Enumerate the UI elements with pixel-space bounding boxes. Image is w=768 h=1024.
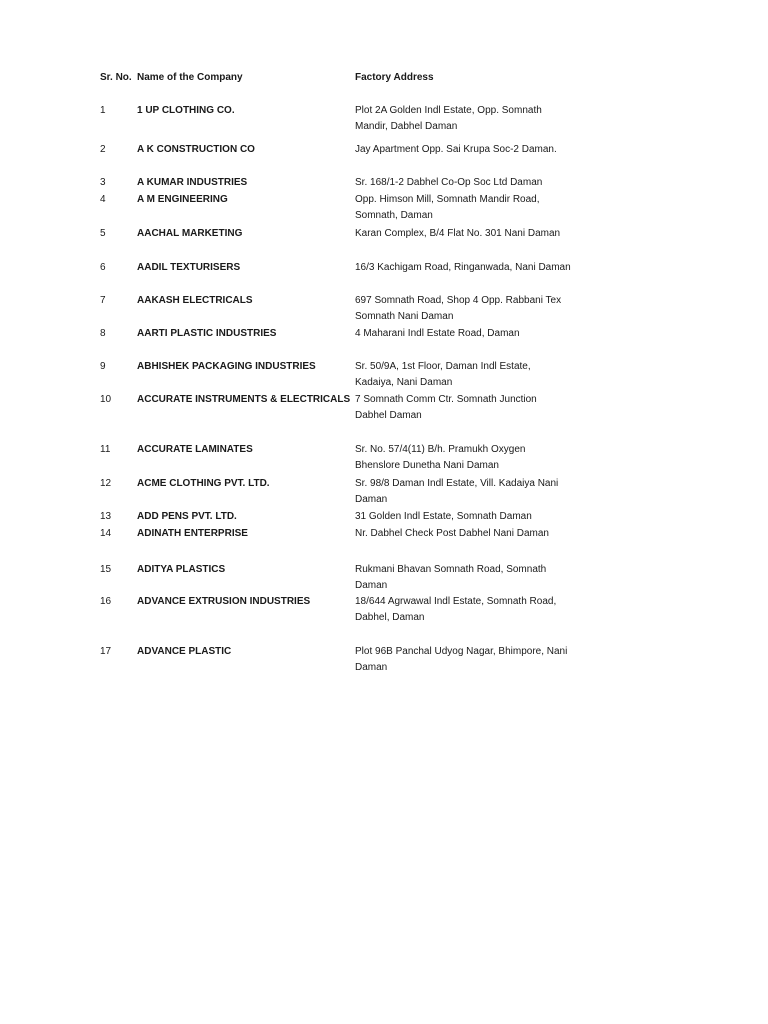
row-sr-no: 8	[100, 328, 106, 339]
row-factory-address	[355, 226, 580, 242]
row-sr-no: 16	[100, 596, 112, 607]
address-line: Bhenslore Dunetha Nani Daman	[355, 460, 499, 471]
address-line: 18/644 Agrwawal Indl Estate, Somnath Road,	[355, 596, 557, 607]
row-sr-no: 12	[100, 478, 112, 489]
row-sr-no: 7	[100, 295, 106, 306]
address-line: Daman	[355, 580, 388, 591]
row-sr-no: 10	[100, 394, 112, 405]
row-sr-no: 17	[100, 646, 112, 657]
row-sr-no: 11	[100, 444, 111, 455]
row-sr-no: 2	[100, 144, 106, 155]
address-line: Rukmani Bhavan Somnath Road, Somnath	[355, 564, 547, 575]
address-line: Sr. 50/9A, 1st Floor, Daman Indl Estate,	[355, 361, 531, 372]
row-sr-no: 4	[100, 194, 106, 205]
address-line: 4 Maharani Indl Estate Road, Daman	[355, 328, 520, 339]
row-company-name: ADVANCE EXTRUSION INDUSTRIES	[137, 596, 311, 607]
address-line: Somnath, Daman	[355, 210, 433, 221]
address-line: Plot 2A Golden Indl Estate, Opp. Somnath	[355, 105, 542, 116]
address-line: Daman	[355, 494, 388, 505]
row-factory-address	[355, 175, 580, 191]
row-sr-no: 14	[100, 528, 112, 539]
row-factory-address	[355, 359, 580, 391]
address-line: Sr. 168/1-2 Dabhel Co-Op Soc Ltd Daman	[355, 177, 543, 188]
row-factory-address	[355, 103, 580, 135]
row-factory-address	[355, 644, 580, 676]
address-line: Nr. Dabhel Check Post Dabhel Nani Daman	[355, 528, 549, 539]
row-company-name: ABHISHEK PACKAGING INDUSTRIES	[137, 361, 316, 372]
address-line: Sr. No. 57/4(11) B/h. Pramukh Oxygen	[355, 444, 526, 455]
row-factory-address	[355, 293, 580, 325]
row-factory-address	[355, 509, 580, 525]
row-sr-no: 9	[100, 361, 106, 372]
row-company-name: ADVANCE PLASTIC	[137, 646, 232, 657]
address-line: Karan Complex, B/4 Flat No. 301 Nani Daman	[355, 228, 561, 239]
row-company-name: AAKASH ELECTRICALS	[137, 295, 253, 306]
row-company-name: ADINATH ENTERPRISE	[137, 528, 248, 539]
row-sr-no: 13	[100, 511, 112, 522]
row-factory-address	[355, 326, 580, 342]
address-line: 697 Somnath Road, Shop 4 Opp. Rabbani Tex	[355, 295, 562, 306]
row-factory-address	[355, 260, 580, 276]
row-sr-no: 3	[100, 177, 106, 188]
row-company-name: ACCURATE LAMINATES	[137, 444, 253, 455]
address-line: Kadaiya, Nani Daman	[355, 377, 453, 388]
address-line: 7 Somnath Comm Ctr. Somnath Junction	[355, 394, 537, 405]
row-factory-address	[355, 442, 580, 474]
row-company-name: A M ENGINEERING	[137, 194, 228, 205]
address-line: 16/3 Kachigam Road, Ringanwada, Nani Daman	[355, 262, 571, 273]
row-company-name: ACCURATE INSTRUMENTS & ELECTRICALS	[137, 394, 351, 405]
row-factory-address	[355, 142, 580, 158]
address-line: Jay Apartment Opp. Sai Krupa Soc-2 Daman.	[355, 144, 557, 155]
address-line: 31 Golden Indl Estate, Somnath Daman	[355, 511, 532, 522]
address-line: Mandir, Dabhel Daman	[355, 121, 458, 132]
address-line: Dabhel, Daman	[355, 612, 425, 623]
row-company-name: ADITYA PLASTICS	[137, 564, 226, 575]
row-company-name: 1 UP CLOTHING CO.	[137, 105, 235, 116]
row-factory-address	[355, 392, 580, 424]
address-line: Dabhel Daman	[355, 410, 422, 421]
row-company-name: ADD PENS PVT. LTD.	[137, 511, 237, 522]
row-company-name: AADIL TEXTURISERS	[137, 262, 241, 273]
row-factory-address	[355, 476, 580, 508]
row-company-name: AARTI PLASTIC INDUSTRIES	[137, 328, 277, 339]
address-line: Opp. Himson Mill, Somnath Mandir Road,	[355, 194, 540, 205]
header-company-name: Name of the Company	[137, 72, 243, 83]
row-sr-no: 15	[100, 564, 112, 575]
row-factory-address	[355, 192, 580, 224]
row-factory-address	[355, 594, 580, 626]
address-line: Sr. 98/8 Daman Indl Estate, Vill. Kadaiya Nani	[355, 478, 559, 489]
row-factory-address	[355, 562, 580, 594]
address-line: Plot 96B Panchal Udyog Nagar, Bhimpore, Nani	[355, 646, 568, 657]
row-company-name: A K CONSTRUCTION CO	[137, 144, 255, 155]
row-company-name: ACME CLOTHING PVT. LTD.	[137, 478, 270, 489]
table-header	[0, 72, 768, 86]
row-company-name: AACHAL MARKETING	[137, 228, 243, 239]
row-sr-no: 1	[100, 105, 106, 116]
row-factory-address	[355, 526, 580, 542]
header-factory-address: Factory Address	[355, 72, 434, 83]
address-line: Somnath Nani Daman	[355, 311, 454, 322]
row-sr-no: 5	[100, 228, 106, 239]
address-line: Daman	[355, 662, 388, 673]
row-company-name: A KUMAR INDUSTRIES	[137, 177, 248, 188]
row-sr-no: 6	[100, 262, 106, 273]
header-sr-no: Sr. No.	[100, 72, 132, 83]
